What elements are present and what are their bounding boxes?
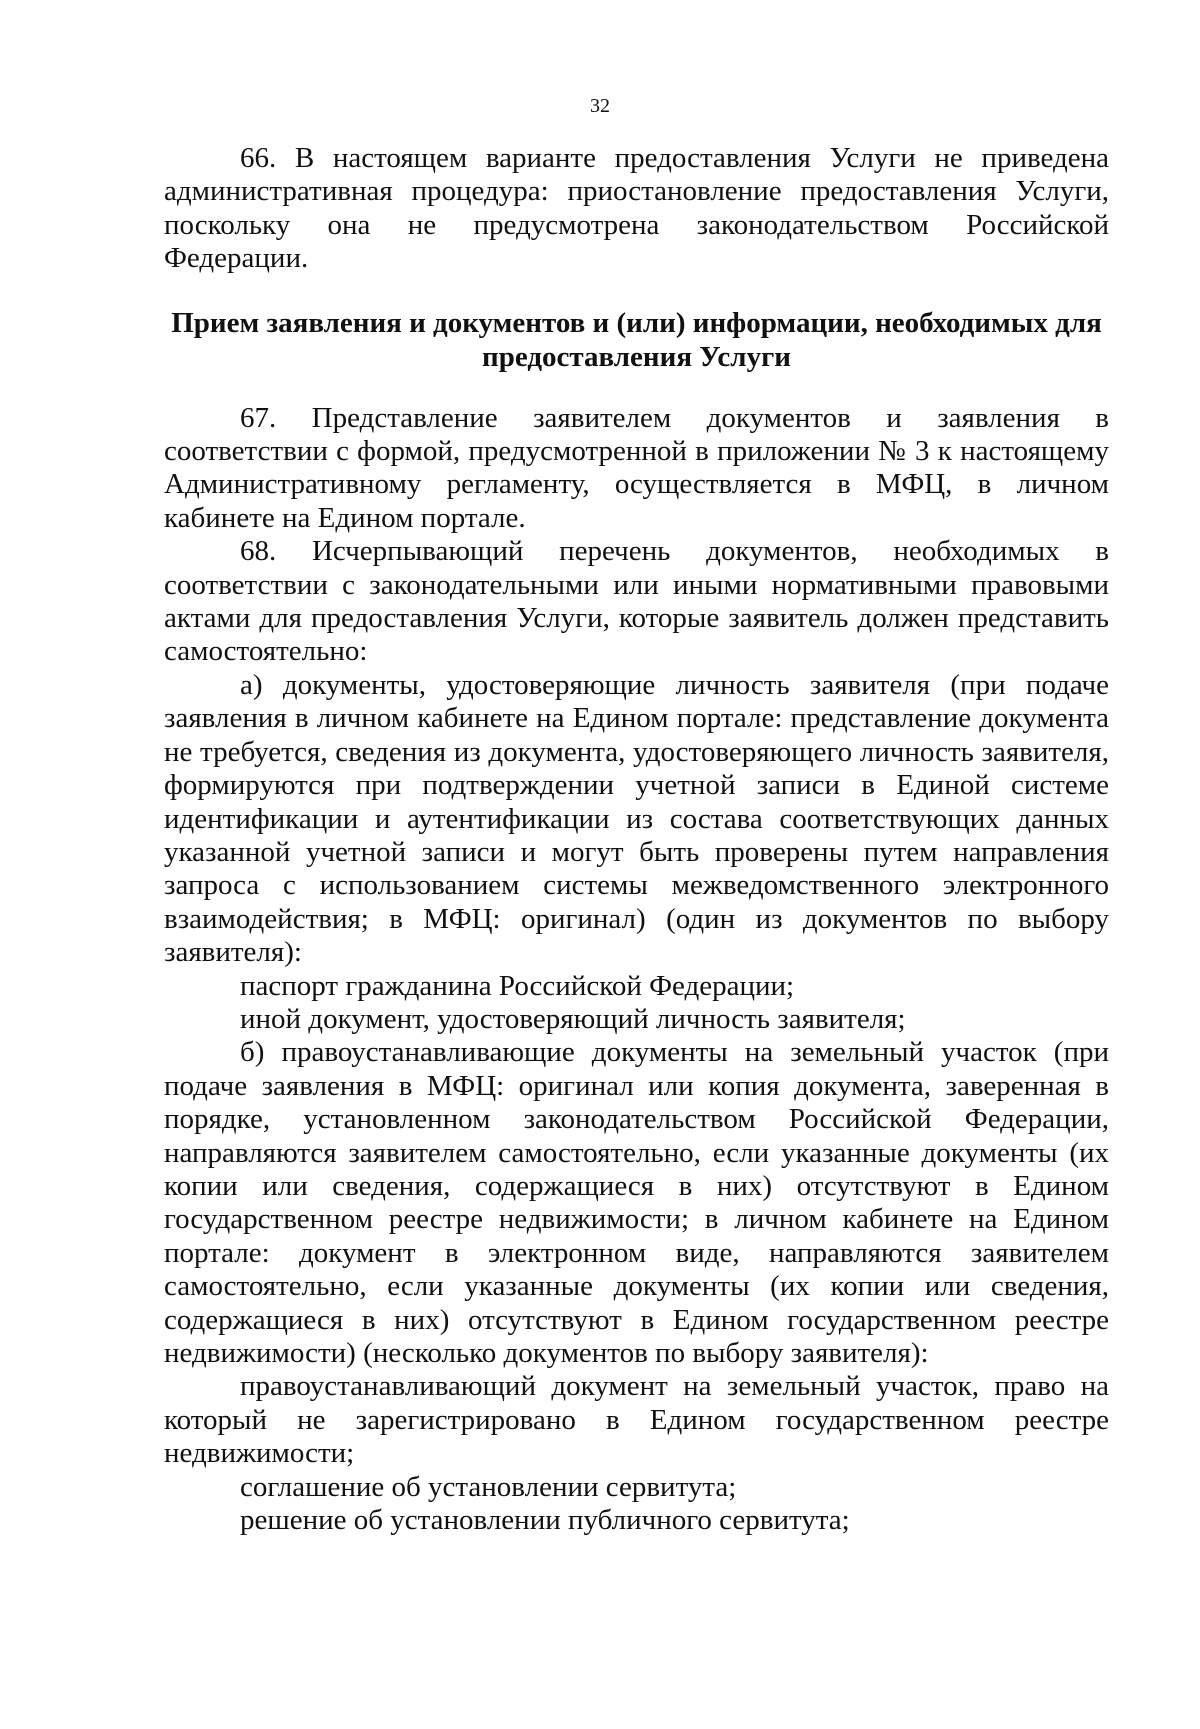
list-item-title-document: правоустанавливающий документ на земельный участок, право на который не зарегистрировано в Едином государственном реестре недвижимости; bbox=[164, 1370, 1109, 1470]
list-item-other-id-document: иной документ, удостоверяющий личность заявителя; bbox=[240, 1002, 906, 1035]
paragraph-66: 66. В настоящем варианте предоставления Услуги не приведена административная процедура: приостановление предоставления Услуги, поскольку она не предусмотрена законодательством Российской Федерации. bbox=[164, 142, 1109, 275]
list-item-public-servitude-decision: решение об установлении публичного сервитута; bbox=[240, 1504, 850, 1537]
section-heading-line-1: Прием заявления и документов и (или) информации, необходимых для bbox=[171, 306, 1102, 339]
section-heading-line-2: предоставления Услуги bbox=[482, 340, 791, 373]
list-item-servitude-agreement: соглашение об установлении сервитута; bbox=[240, 1470, 737, 1503]
page-number: 32 bbox=[590, 95, 610, 117]
paragraph-68: 68. Исчерпывающий перечень документов, необходимых в соответствии с законодательными или иными нормативными правовыми актами для предоставления Услуги, которые заявитель должен представить самостоятельно: bbox=[164, 535, 1109, 668]
paragraph-67: 67. Представление заявителем документов и заявления в соответствии с формой, предусмотренной в приложении № 3 к настоящему Административному регламенту, осуществляется в МФЦ, в личном кабинете на Едином портале. bbox=[164, 401, 1109, 534]
document-body bbox=[164, 142, 1109, 1537]
list-item-passport: паспорт гражданина Российской Федерации; bbox=[240, 969, 795, 1002]
section-heading bbox=[164, 306, 1109, 374]
subitem-a: а) документы, удостоверяющие личность заявителя (при подаче заявления в личном кабинете на Едином портале: представление документа не требуется, сведения из документа, удостоверяющего личность заявителя, формируются при подтверждении учетной записи в Единой системе идентификации и аутентификации из состава соответствующих данных указанной учетной записи и могут быть проверены путем направления запроса с использованием системы межведомственного электронного взаимодействия; в МФЦ: оригинал) (один из документов по выбору заявителя): bbox=[164, 668, 1109, 969]
subitem-b: б) правоустанавливающие документы на земельный участок (при подаче заявления в МФЦ: оригинал или копия документа, заверенная в порядке, установленном законодательством Российской Федерации, направляются заявителем самостоятельно, если указанные документы (их копии или сведения, содержащиеся в них) отсутствуют в Едином государственном реестре недвижимости; в личном кабинете на Едином портале: документ в электронном виде, направляются заявителем самостоятельно, если указанные документы (их копии или сведения, содержащиеся в них) отсутствуют в Едином государственном реестре недвижимости) (несколько документов по выбору заявителя): bbox=[164, 1036, 1109, 1369]
